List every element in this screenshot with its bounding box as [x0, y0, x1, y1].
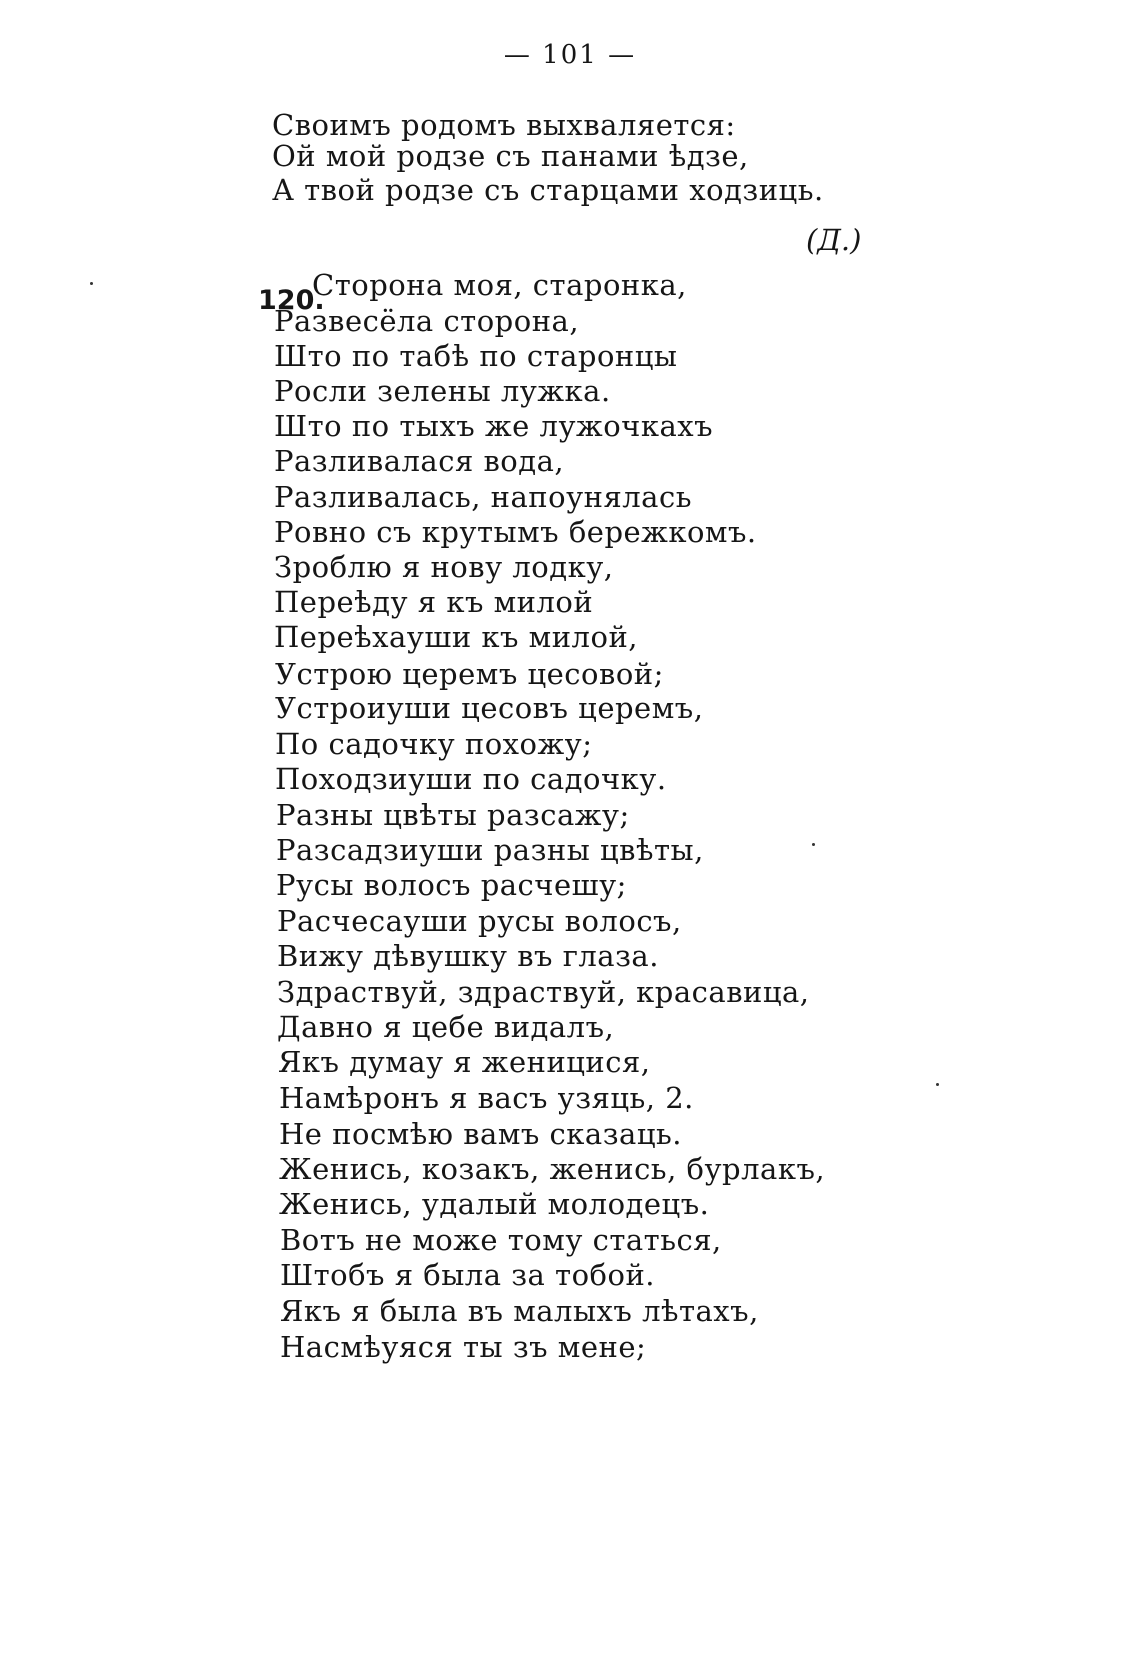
verse-line: Ровно съ крутымъ бережкомъ. — [274, 515, 757, 549]
verse-line: Устрою церемъ цесовой; — [275, 657, 664, 691]
verse-line: Вотъ не може тому статься, — [280, 1223, 722, 1257]
print-speck — [936, 1083, 939, 1086]
verse-line: Разны цвѣты разсажу; — [276, 798, 630, 832]
verse-line: Устроиуши цесовъ церемъ, — [275, 691, 704, 725]
verse-line: Якъ я была въ малыхъ лѣтахъ, — [280, 1294, 759, 1328]
print-speck — [812, 843, 815, 846]
verse-line: А твой родзе съ старцами ходзиць. — [272, 173, 824, 207]
verse-line: Не посмѣю вамъ сказаць. — [279, 1117, 682, 1151]
verse-line: Переѣду я къ милой — [274, 585, 594, 619]
verse-line: Походзиуши по садочку. — [275, 762, 667, 796]
verse-line: Русы волосъ расчешу; — [276, 868, 627, 902]
verse-line: Што по табѣ по старонцы — [274, 339, 678, 373]
song-number: 120. — [258, 285, 325, 316]
verse-line: Давно я цебе видалъ, — [277, 1010, 615, 1044]
verse-line: Здраствуй, здраствуй, красавица, — [277, 975, 810, 1009]
verse-line: Переѣхауши къ милой, — [274, 620, 638, 654]
verse-line: Вижу дѣвушку въ глаза. — [277, 939, 659, 973]
verse-line: По садочку похожу; — [275, 727, 593, 761]
verse-line: Ой мой родзе съ панами ѣдзе, — [272, 139, 749, 173]
verse-line: Якъ думау я женицися, — [278, 1045, 651, 1079]
page-number: — 101 — — [503, 40, 637, 70]
verse-line: Разливалась, напоунялась — [274, 480, 692, 514]
verse-line: Женись, козакъ, женись, бурлакъ, — [279, 1152, 826, 1186]
verse-line: Сторона моя, старонка, — [312, 268, 687, 302]
verse-line: Росли зелены лужка. — [274, 374, 611, 408]
verse-line: Расчесауши русы волосъ, — [277, 904, 682, 938]
verse-line: Што по тыхъ же лужочкахъ — [274, 409, 714, 443]
verse-line: Женись, удалый молодецъ. — [279, 1187, 710, 1221]
print-speck — [90, 282, 93, 285]
verse-line: Штобъ я была за тобой. — [280, 1258, 656, 1292]
source-attribution: (Д.) — [806, 223, 862, 257]
verse-line: Развесёла сторона, — [274, 304, 580, 338]
verse-line: Насмѣуяся ты зъ мене; — [280, 1330, 647, 1364]
verse-line: Разсадзиуши разны цвѣты, — [276, 833, 704, 867]
verse-line: Своимъ родомъ выхваляется: — [272, 108, 736, 142]
verse-line: Намѣронъ я васъ узяць, 2. — [279, 1081, 694, 1115]
verse-line: Разливалася вода, — [274, 444, 565, 478]
verse-line: Зроблю я нову лодку, — [274, 550, 614, 584]
